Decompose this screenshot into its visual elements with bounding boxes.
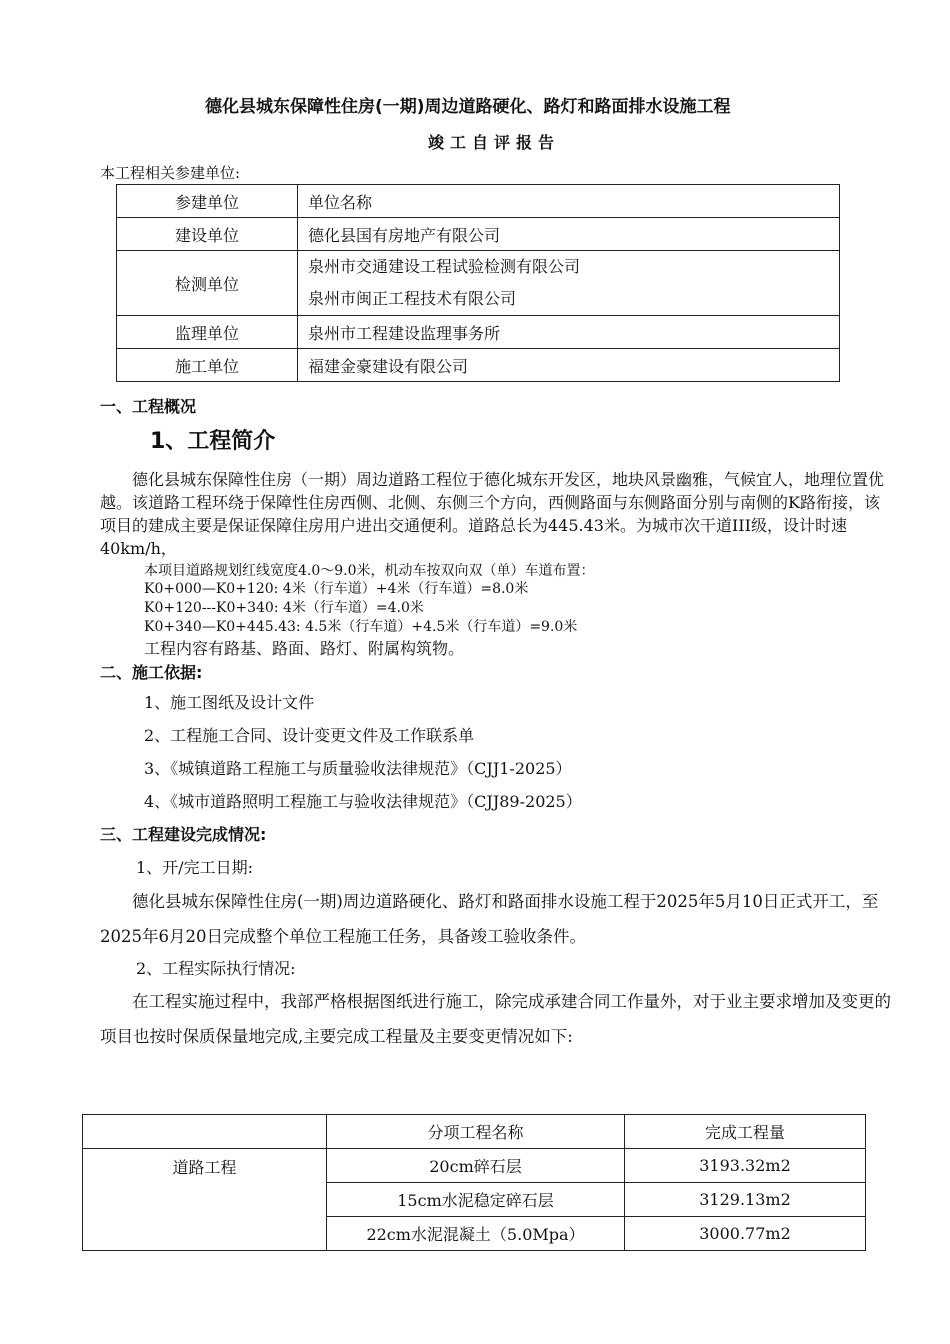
work-item-name: 20cm碎石层 xyxy=(327,1149,625,1183)
unit-names xyxy=(298,251,840,316)
table-row xyxy=(117,218,840,251)
section3-subheading: 1、开/完工日期: xyxy=(136,858,253,877)
work-item-name: 15cm水泥稳定碎石层 xyxy=(327,1183,625,1217)
section3-subheading: 2、工程实际执行情况: xyxy=(136,959,296,978)
unit-role: 施工单位 xyxy=(117,349,298,382)
table-header-cell: 单位名称 xyxy=(298,185,840,218)
table-header-cell: 分项工程名称 xyxy=(327,1115,625,1149)
layout-line: K0+120---K0+340: 4米（行车道）=4.0米 xyxy=(144,600,424,616)
execution-paragraph: 在工程实施过程中，我部严格根据图纸进行施工，除完成承建合同工作量外，对于业主要求增加及变更的项目也按时保质保量地完成,主要完成工程量及主要变更情况如下: xyxy=(100,992,891,1046)
document-title: 德化县城东保障性住房(一期)周边道路硬化、路灯和路面排水设施工程 xyxy=(205,97,731,117)
basis-item: 1、施工图纸及设计文件 xyxy=(144,693,315,712)
table-header-cell: 参建单位 xyxy=(117,185,298,218)
layout-line: K0+340—K0+445.43: 4.5米（行车道）+4.5米（行车道）=9.0米 xyxy=(144,619,578,635)
table-row xyxy=(117,316,840,349)
work-item-name: 22cm水泥混凝土（5.0Mpa） xyxy=(327,1217,625,1251)
basis-item: 2、工程施工合同、设计变更文件及工作联系单 xyxy=(144,726,475,745)
table-header-cell xyxy=(83,1115,327,1149)
content-line: 工程内容有路基、路面、路灯、附属构筑物。 xyxy=(144,639,465,658)
table-row xyxy=(117,349,840,382)
unit-name: 福建金豪建设有限公司 xyxy=(298,349,840,382)
work-category: 道路工程 xyxy=(83,1149,327,1251)
section1-subheading: 1、工程简介 xyxy=(150,429,276,454)
basis-item: 3、《城镇道路工程施工与质量验收法律规范》（CJJ1-2025） xyxy=(144,759,572,778)
unit-name: 泉州市闽正工程技术有限公司 xyxy=(308,289,517,308)
unit-role: 监理单位 xyxy=(117,316,298,349)
units-intro: 本工程相关参建单位: xyxy=(100,164,241,182)
table-row xyxy=(83,1149,866,1183)
section3-heading: 三、工程建设完成情况: xyxy=(100,825,267,844)
project-intro-paragraph: 德化县城东保障性住房（一期）周边道路工程位于德化城东开发区，地块风景幽雅，气候宜人，地理位置优越。该道路工程环绕于保障性住房西侧、北侧、东侧三个方向，西侧路面与东侧路面分别与南侧的K路衔接，该项目的建成主要是保证保障住房用户进出交通便利。道路总长为445.43米。为城市次干道III级，设计时速40km/h， xyxy=(100,470,885,558)
table-row xyxy=(117,251,840,316)
work-item-quantity: 3000.77m2 xyxy=(625,1217,866,1251)
layout-line: K0+000—K0+120: 4米（行车道）+4米（行车道）=8.0米 xyxy=(144,581,529,597)
section2-heading: 二、施工依据: xyxy=(100,663,203,682)
section1-heading: 一、工程概况 xyxy=(100,397,197,416)
work-item-quantity: 3193.32m2 xyxy=(625,1149,866,1183)
table-header-cell: 完成工程量 xyxy=(625,1115,866,1149)
unit-role: 建设单位 xyxy=(117,218,298,251)
layout-line: 本项目道路规划红线宽度4.0～9.0米，机动车按双向双（单）车道布置： xyxy=(144,563,595,579)
unit-name: 泉州市工程建设监理事务所 xyxy=(298,316,840,349)
basis-item: 4、《城市道路照明工程施工与验收法律规范》（CJJ89-2025） xyxy=(144,792,582,811)
unit-name: 泉州市交通建设工程试验检测有限公司 xyxy=(308,257,581,276)
unit-name: 德化县国有房地产有限公司 xyxy=(298,218,840,251)
table-header-row xyxy=(117,185,840,218)
unit-role: 检测单位 xyxy=(117,251,298,316)
document-subtitle: 竣工自评报告 xyxy=(428,133,561,152)
completed-works-table xyxy=(82,1114,866,1251)
table-header-row xyxy=(83,1115,866,1149)
work-item-quantity: 3129.13m2 xyxy=(625,1183,866,1217)
dates-paragraph: 德化县城东保障性住房(一期)周边道路硬化、路灯和路面排水设施工程于2025年5月10日正式开工，至2025年6月20日完成整个单位工程施工任务，具备竣工验收条件。 xyxy=(100,892,879,946)
participating-units-table xyxy=(116,184,840,382)
